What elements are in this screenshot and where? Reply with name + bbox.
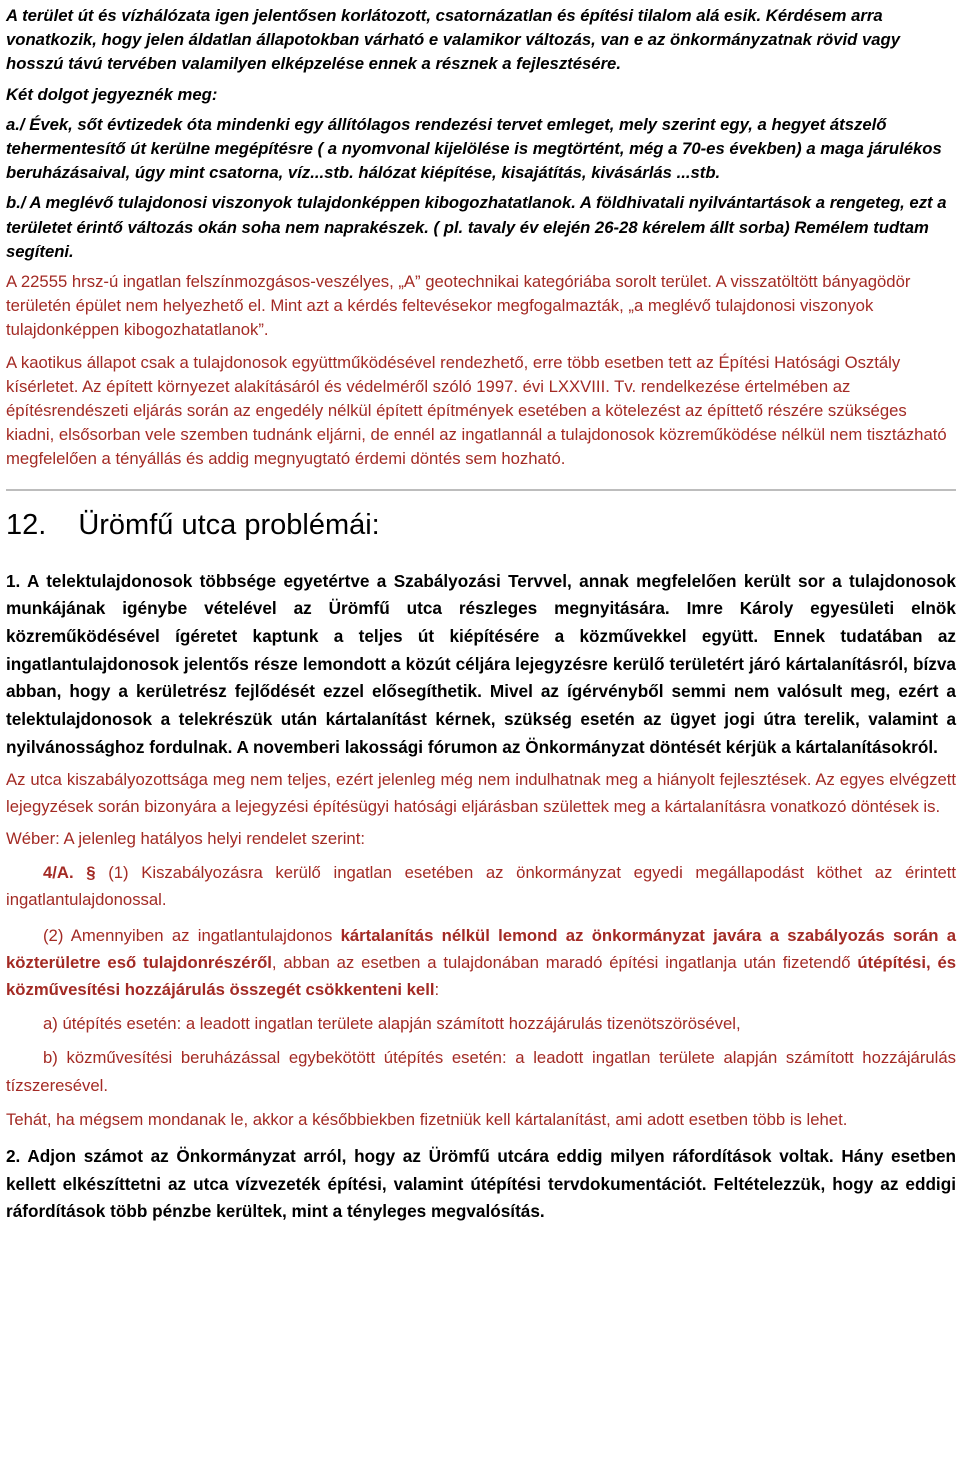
section-title: Ürömfű utca problémái:	[78, 508, 380, 541]
paragraph-sign: §	[86, 863, 96, 883]
section-number: 12.	[6, 508, 47, 541]
answer-paragraph: A 22555 hrsz-ú ingatlan felszínmozgásos-veszélyes, „A” geotechnikai kategóriába sorolt terület. A visszatöltött bányagödör területén épület nem helyezhető el. Mint azt a kérdés feltevésekor megfogalmazták, „a meglévő tulajdonosi viszonyok tulajdonképpen kibogozhatatlanok”.	[6, 272, 911, 340]
question-point-b: b./ A meglévő tulajdonosi viszonyok tulajdonképpen kibogozhatatlanok. A földhivatali nyilvántartások a rengeteg, ezt a területet érintő változás okán soha nem naprakészek. ( pl. tavaly év elején 26-28 kérelem állt sorba) Remélem tudtam segíteni.	[6, 193, 947, 261]
section-heading	[6, 509, 956, 542]
regulation-text: , abban az esetben a tulajdonában maradó építési ingatlanja után fizetendő	[271, 952, 858, 972]
regulation-paragraph-2	[6, 922, 956, 1004]
question-2: 2. Adjon számot az Önkormányzat arról, hogy az Ürömfű utcára eddig milyen ráfordítások voltak. Hány esetben kellett elkészíttetni az utca vízvezeték építési, valamint útépítési tervdokumentációt. Feltételezzük, hogy az eddigi ráfordítások több pénzbe kerültek, mint a tényleges megvalósítás.	[6, 1146, 956, 1222]
answer-paragraph: A kaotikus állapot csak a tulajdonosok együttműködésével rendezhető, erre több esetben tett az Építési Hatósági Osztály kísérletet. Az épített környezet alakításáról és védelméről szóló 1997. évi LXXVIII. Tv. rendelkezése értelmében az építésrendészeti eljárás során az engedély nélkül épített építmények esetében a kötelezést az építtető részére szükséges kiadni, elsősorban vele szemben tudnánk eljárni, de ennél az ingatlannál a tulajdonosok közreműködése nélkül nem tisztázható megfelelően a tényállás és addig megnyugtató érdemi döntés sem hozható.	[6, 352, 947, 469]
question-point-a: a./ Évek, sőt évtizedek óta mindenki egy állítólagos rendezési tervet emleget, mely szerint egy, a hegyet átszelő tehermentesítő út kerülne megépítésre ( a nyomvonal kijelölése is megtörtént, még a 70-es években) a maga járulékos beruházásaival, úgy mint csatorna, víz...stb. hálózat kiépítése, kisajátítás, kivásárlás ...stb.	[6, 114, 942, 183]
question-text: A terület út és vízhálózata igen jelentősen korlátozott, csatornázatlan és építési tilalom alá esik. Kérdésem arra vonatkozik, hogy jelen áldatlan állapotokban várható e valamikor változás, van e az önkormányzatnak rövid vagy hosszú távú tervében valamilyen elképzelése ennek a résznek a fejlesztésére.	[6, 6, 901, 74]
answer-paragraph: Az utca kiszabályozottsága meg nem teljes, ezért jelenleg még nem indulhatnak meg a hiányolt fejlesztések. Az egyes elvégzett lejegyzések során bizonyára a lejegyzési építésügyi hatósági eljárásban születtek meg a kártalanításra vonatkozó döntések is.	[6, 769, 956, 816]
regulation-emphasis: útépítési, és közművesítési hozzájárulás összegét csökkenteni kell	[6, 952, 957, 999]
question-1: 1. A telektulajdonosok többsége egyetértve a Szabályozási Tervvel, annak megfelelően került sor a tulajdonosok munkájának igénybe vételével az Ürömfű utca részleges megnyitására. Imre Károly egyesületi elnök közreműködésével ígéretet kaptunk a teljes út kiépítésére a közművekkel együtt. Ennek tudatában az ingatlantulajdonosok jelentős része lemondott a közút céljára lejegyzésre kerülő területért járó kártalanításról, bízva abban, hogy a kerületrész fejlődését ezzel elősegíthetik. Mivel az ígérvényből semmi nem valósult meg, ezért a telektulajdonosok a telekrészük után kártalanítást kérnek, szükség esetén az ügyet jogi útra terelik, valamint a nyilvánossághoz fordulnak. A novemberi lakossági fórumon az Önkormányzat döntését kérjük a kártalanításokról.	[6, 570, 956, 757]
answer-paragraph: Tehát, ha mégsem mondanak le, akkor a későbbiekben fizetniük kell kártalanítást, ami adott esetben több is lehet.	[6, 1109, 848, 1129]
question-subheading: Két dolgot jegyeznék meg:	[6, 84, 218, 104]
regulation-text: (2) Amennyiben az ingatlantulajdonos	[43, 925, 341, 945]
section-separator	[6, 489, 956, 491]
regulation-number: 4/A.	[43, 863, 74, 883]
regulation-item-b: b) közművesítési beruházással egybekötött útépítés esetén: a leadott ingatlan területe alapján számított hozzájárulás tízszeresével.	[6, 1048, 956, 1095]
answer-paragraph: Wéber: A jelenleg hatályos helyi rendelet szerint:	[6, 828, 365, 848]
regulation-text: (1) Kiszabályozásra kerülő ingatlan esetében az önkormányzat egyedi megállapodást köthet az érintett ingatlantulajdonossal.	[6, 863, 957, 910]
regulation-emphasis: kártalanítás nélkül lemond az önkormányzat javára a szabályozás során a közterületre eső tulajdonrészéről	[6, 925, 956, 972]
regulation-item-a: a) útépítés esetén: a leadott ingatlan területe alapján számított hozzájárulás tizenötszörösével,	[43, 1014, 741, 1034]
document-page	[6, 4, 956, 1226]
regulation-text: :	[434, 980, 440, 999]
regulation-paragraph-1	[6, 859, 956, 913]
